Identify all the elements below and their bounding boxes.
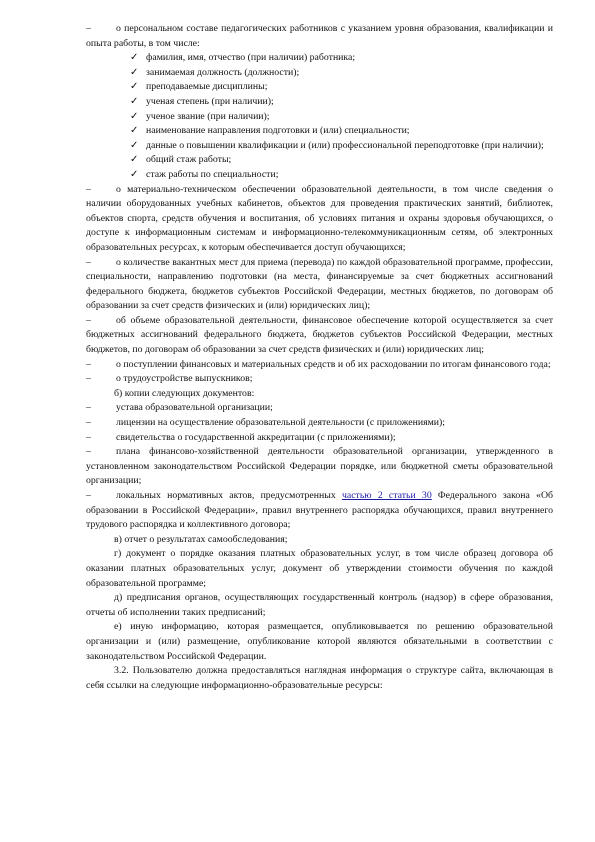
check-item: ✓ ученая степень (при наличии); xyxy=(130,95,553,110)
dash-item: – о поступлении финансовых и материальных средств и об их расходовании по итогам финансового года; xyxy=(86,358,553,373)
dash-icon: – xyxy=(86,314,91,326)
dash-icon: – xyxy=(86,373,91,385)
check-item: ✓ данные о повышении квалификации и (или) профессиональной переподготовке (при наличии); xyxy=(130,139,553,154)
local-acts-item: – локальных нормативных актов, предусмотренных частью 2 статьи 30 Федерального закона «Об образовании в Российской Федерации», правил внутреннего распорядка обучающихся, правил внутреннего трудового распорядка и коллективного договора; xyxy=(86,490,553,531)
letter-item: в) отчет о результатах самообследования; xyxy=(114,533,288,545)
dash-icon: – xyxy=(86,446,91,458)
check-icon: ✓ xyxy=(130,95,139,107)
document-body xyxy=(86,22,553,693)
check-icon: ✓ xyxy=(130,168,139,180)
staff-composition-item xyxy=(86,22,553,51)
dash-icon: – xyxy=(86,183,91,195)
check-icon: ✓ xyxy=(130,139,139,151)
check-icon: ✓ xyxy=(130,125,139,137)
dash-item: – об объеме образовательной деятельности, финансовое обеспечение которой осуществляется за счет бюджетных ассигнований федерального бюджета, бюджетов субъектов Российской Федерации, местных бюджетов, по договорам об образовании за счет средств физических и (или) юридических лиц; xyxy=(86,314,553,356)
dash-icon: – xyxy=(86,417,91,429)
check-icon: ✓ xyxy=(130,66,139,78)
letter-item: е) иную информацию, которая размещается, опубликовывается по решению образовательной организации и (или) размещение, опубликование которой являются обязательными в соответствии с законодательством Российской Федерации. xyxy=(86,621,553,662)
check-icon: ✓ xyxy=(130,52,139,64)
dash-icon: – xyxy=(86,431,91,443)
section-b-heading: б) копии следующих документов: xyxy=(114,387,255,399)
dash-item: – свидетельства о государственной аккредитации (с приложениями); xyxy=(86,431,553,446)
dash-item: – о количестве вакантных мест для приема (перевода) по каждой образовательной программе, профессии, специальности, направлению подготовки (на места, финансируемые за счет бюджетных ассигнований федерального бюджета, бюджетов субъектов Российской Федерации, местных бюджетов, по договорам об образовании за счет средств физических и (или) юридических лиц); xyxy=(86,256,553,312)
dash-icon: – xyxy=(86,23,91,34)
check-item: ✓ наименование направления подготовки и (или) специальности; xyxy=(130,124,553,139)
check-item: ✓ фамилия, имя, отчество (при наличии) работника; xyxy=(130,51,553,66)
structure-clause: 3.2. Пользователю должна предоставляться наглядная информация о структуре сайта, включающая в себя ссылки на следующие информационно-образовательные ресурсы: xyxy=(86,665,553,691)
item-text: о персональном составе педагогических работников с указанием уровня образования, квалификации и опыта работы, в том числе: xyxy=(86,23,553,49)
dash-item: – о трудоустройстве выпускников; xyxy=(86,372,553,387)
letter-item: г) документ о порядке оказания платных образовательных услуг, в том числе образец договора об оказании платных образовательных услуг, документ об утверждении стоимости обучения по каждой образовательной программе; xyxy=(86,548,553,589)
dash-icon: – xyxy=(86,402,91,414)
dash-icon: – xyxy=(86,490,91,501)
dash-item: – устава образовательной организации; xyxy=(86,401,553,416)
dash-item: – лицензии на осуществление образовательной деятельности (с приложениями); xyxy=(86,416,553,431)
check-item: ✓ преподаваемые дисциплины; xyxy=(130,80,553,95)
check-icon: ✓ xyxy=(130,110,139,122)
check-icon: ✓ xyxy=(130,154,139,166)
dash-icon: – xyxy=(86,358,91,370)
check-item: ✓ стаж работы по специальности; xyxy=(130,168,553,183)
law-article-link[interactable]: частью 2 статьи 30 xyxy=(341,490,432,501)
check-item: ✓ ученое звание (при наличии); xyxy=(130,110,553,125)
dash-icon: – xyxy=(86,256,91,268)
check-icon: ✓ xyxy=(130,81,139,93)
check-item: ✓ занимаемая должность (должности); xyxy=(130,66,553,81)
dash-item: – плана финансово-хозяйственной деятельности образовательной организации, утвержденного в установленном законодательством Российской Федерации порядке, или бюджетной сметы образовательной организации; xyxy=(86,446,553,487)
dash-item: – о материально-техническом обеспечении образовательной деятельности, в том числе сведения о наличии оборудованных учебных кабинетов, объектов для проведения практических занятий, библиотек, объектов спорта, средств обучения и воспитания, об условиях питания и охраны здоровья обучающихся, о доступе к информационным системам и информационно-телекоммуникационным сетям, об электронных образовательных ресурсах, к которым обеспечивается доступ обучающихся; xyxy=(86,183,553,253)
staff-details-list xyxy=(86,51,553,182)
letter-item: д) предписания органов, осуществляющих государственный контроль (надзор) в сфере образования, отчеты об исполнении таких предписаний; xyxy=(86,592,553,618)
check-item: ✓ общий стаж работы; xyxy=(130,153,553,168)
